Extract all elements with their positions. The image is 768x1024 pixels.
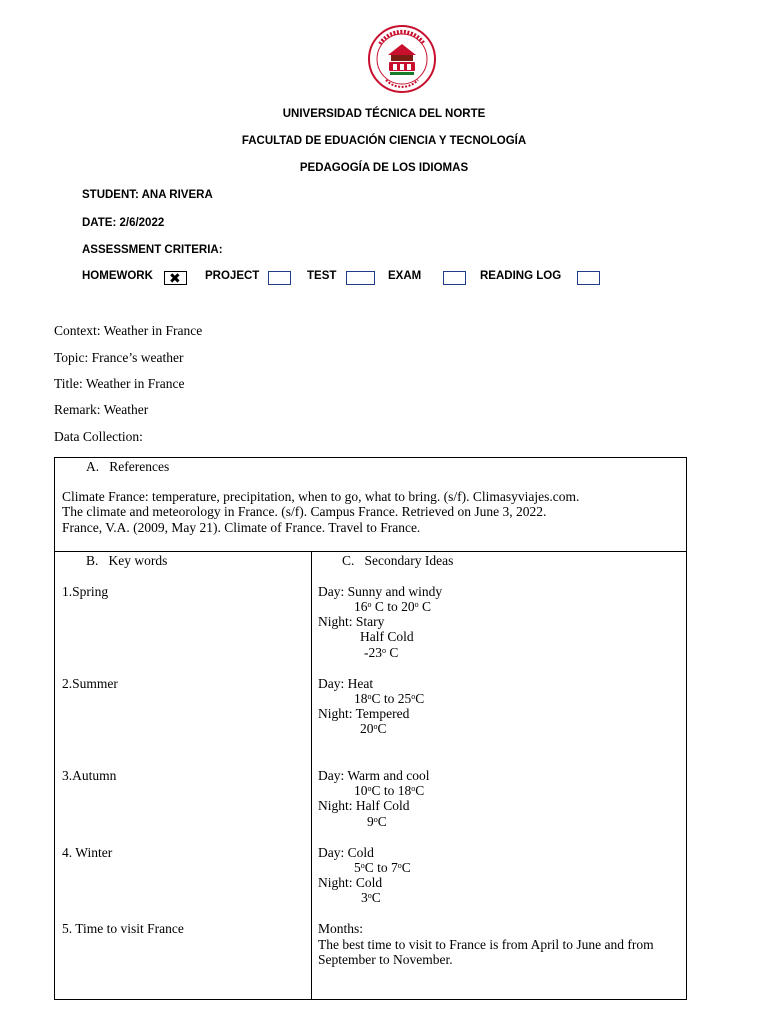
keyword-summer: 2.Summer — [62, 676, 118, 691]
spring-night-temp: -23$^o$ C — [364, 645, 399, 660]
student-line: STUDENT: ANA RIVERA — [82, 189, 213, 201]
reference-item: The climate and meteorology in France. (s/f). Campus France. Retrieved on June 3, 2022. — [62, 504, 547, 519]
table-divider-vertical — [311, 551, 312, 999]
criteria-label-test: TEST — [307, 270, 337, 282]
best-time-line: September to November. — [318, 952, 453, 967]
faculty-name: FACULTAD DE EDUACIÓN CIENCIA Y TECNOLOGÍA — [241, 135, 527, 147]
spring-night: Night: Stary — [318, 614, 385, 629]
best-time-line: The best time to visit to France is from April to June and from — [318, 937, 654, 952]
winter-day: Day: Cold — [318, 845, 374, 860]
remark-line: Remark: Weather — [54, 402, 149, 417]
keyword-time-to-visit: 5. Time to visit France — [62, 921, 184, 936]
reference-item: Climate France: temperature, precipitation, when to go, what to bring. (s/f). Climasyviajes.com. — [62, 489, 580, 504]
date-line: DATE: 2/6/2022 — [82, 217, 165, 229]
autumn-day: Day: Warm and cool — [318, 768, 430, 783]
title-line: Title: Weather in France — [54, 376, 185, 391]
months-label: Months: — [318, 921, 364, 936]
program-name: PEDAGOGÍA DE LOS IDIOMAS — [299, 162, 469, 174]
data-collection-table — [54, 457, 687, 1000]
criteria-label-project: PROJECT — [205, 270, 260, 282]
exam-checkbox[interactable] — [443, 271, 466, 285]
keyword-spring: 1.Spring — [62, 584, 109, 599]
summer-day-temp: 18$^o$C to 25$^o$C — [354, 691, 425, 706]
summer-day: Day: Heat — [318, 676, 374, 691]
autumn-night-temp: 9$^o$C — [367, 814, 387, 829]
secondary-ideas-heading: C. Secondary Ideas — [342, 553, 454, 568]
topic-line: Topic: France’s weather — [54, 350, 184, 365]
test-checkbox[interactable] — [346, 271, 375, 285]
summer-night-temp: 20$^o$C — [360, 721, 387, 736]
reading-log-checkbox[interactable] — [577, 271, 600, 285]
reference-item: France, V.A. (2009, May 21). Climate of France. Travel to France. — [62, 520, 421, 535]
assessment-criteria-label: ASSESSMENT CRITERIA: — [82, 244, 223, 256]
winter-night-temp: 3$^o$C — [361, 890, 381, 905]
table-divider-horizontal — [55, 551, 686, 552]
autumn-night: Night: Half Cold — [318, 798, 410, 813]
criteria-label-reading-log: READING LOG — [480, 270, 562, 282]
university-logo — [366, 24, 438, 94]
check-mark-icon: ✖ — [169, 270, 181, 286]
data-collection-line: Data Collection: — [54, 429, 143, 444]
spring-night-extra: Half Cold — [360, 629, 414, 644]
autumn-day-temp: 10$^o$C to 18$^o$C — [354, 783, 425, 798]
winter-night: Night: Cold — [318, 875, 383, 890]
keyword-winter: 4. Winter — [62, 845, 113, 860]
references-heading: A. References — [86, 459, 170, 474]
criteria-label-homework: HOMEWORK — [82, 270, 153, 282]
project-checkbox[interactable] — [268, 271, 291, 285]
keywords-heading: B. Key words — [86, 553, 168, 568]
winter-day-temp: 5$^o$C to 7$^o$C — [354, 860, 411, 875]
criteria-label-exam: EXAM — [388, 270, 422, 282]
keyword-autumn: 3.Autumn — [62, 768, 117, 783]
homework-checkbox[interactable] — [164, 271, 187, 285]
context-line: Context: Weather in France — [54, 323, 203, 338]
summer-night: Night: Tempered — [318, 706, 410, 721]
spring-day: Day: Sunny and windy — [318, 584, 443, 599]
spring-day-temp: 16$^o$ C to 20$^o$ C — [354, 599, 432, 614]
university-name: UNIVERSIDAD TÉCNICA DEL NORTE — [282, 108, 486, 120]
